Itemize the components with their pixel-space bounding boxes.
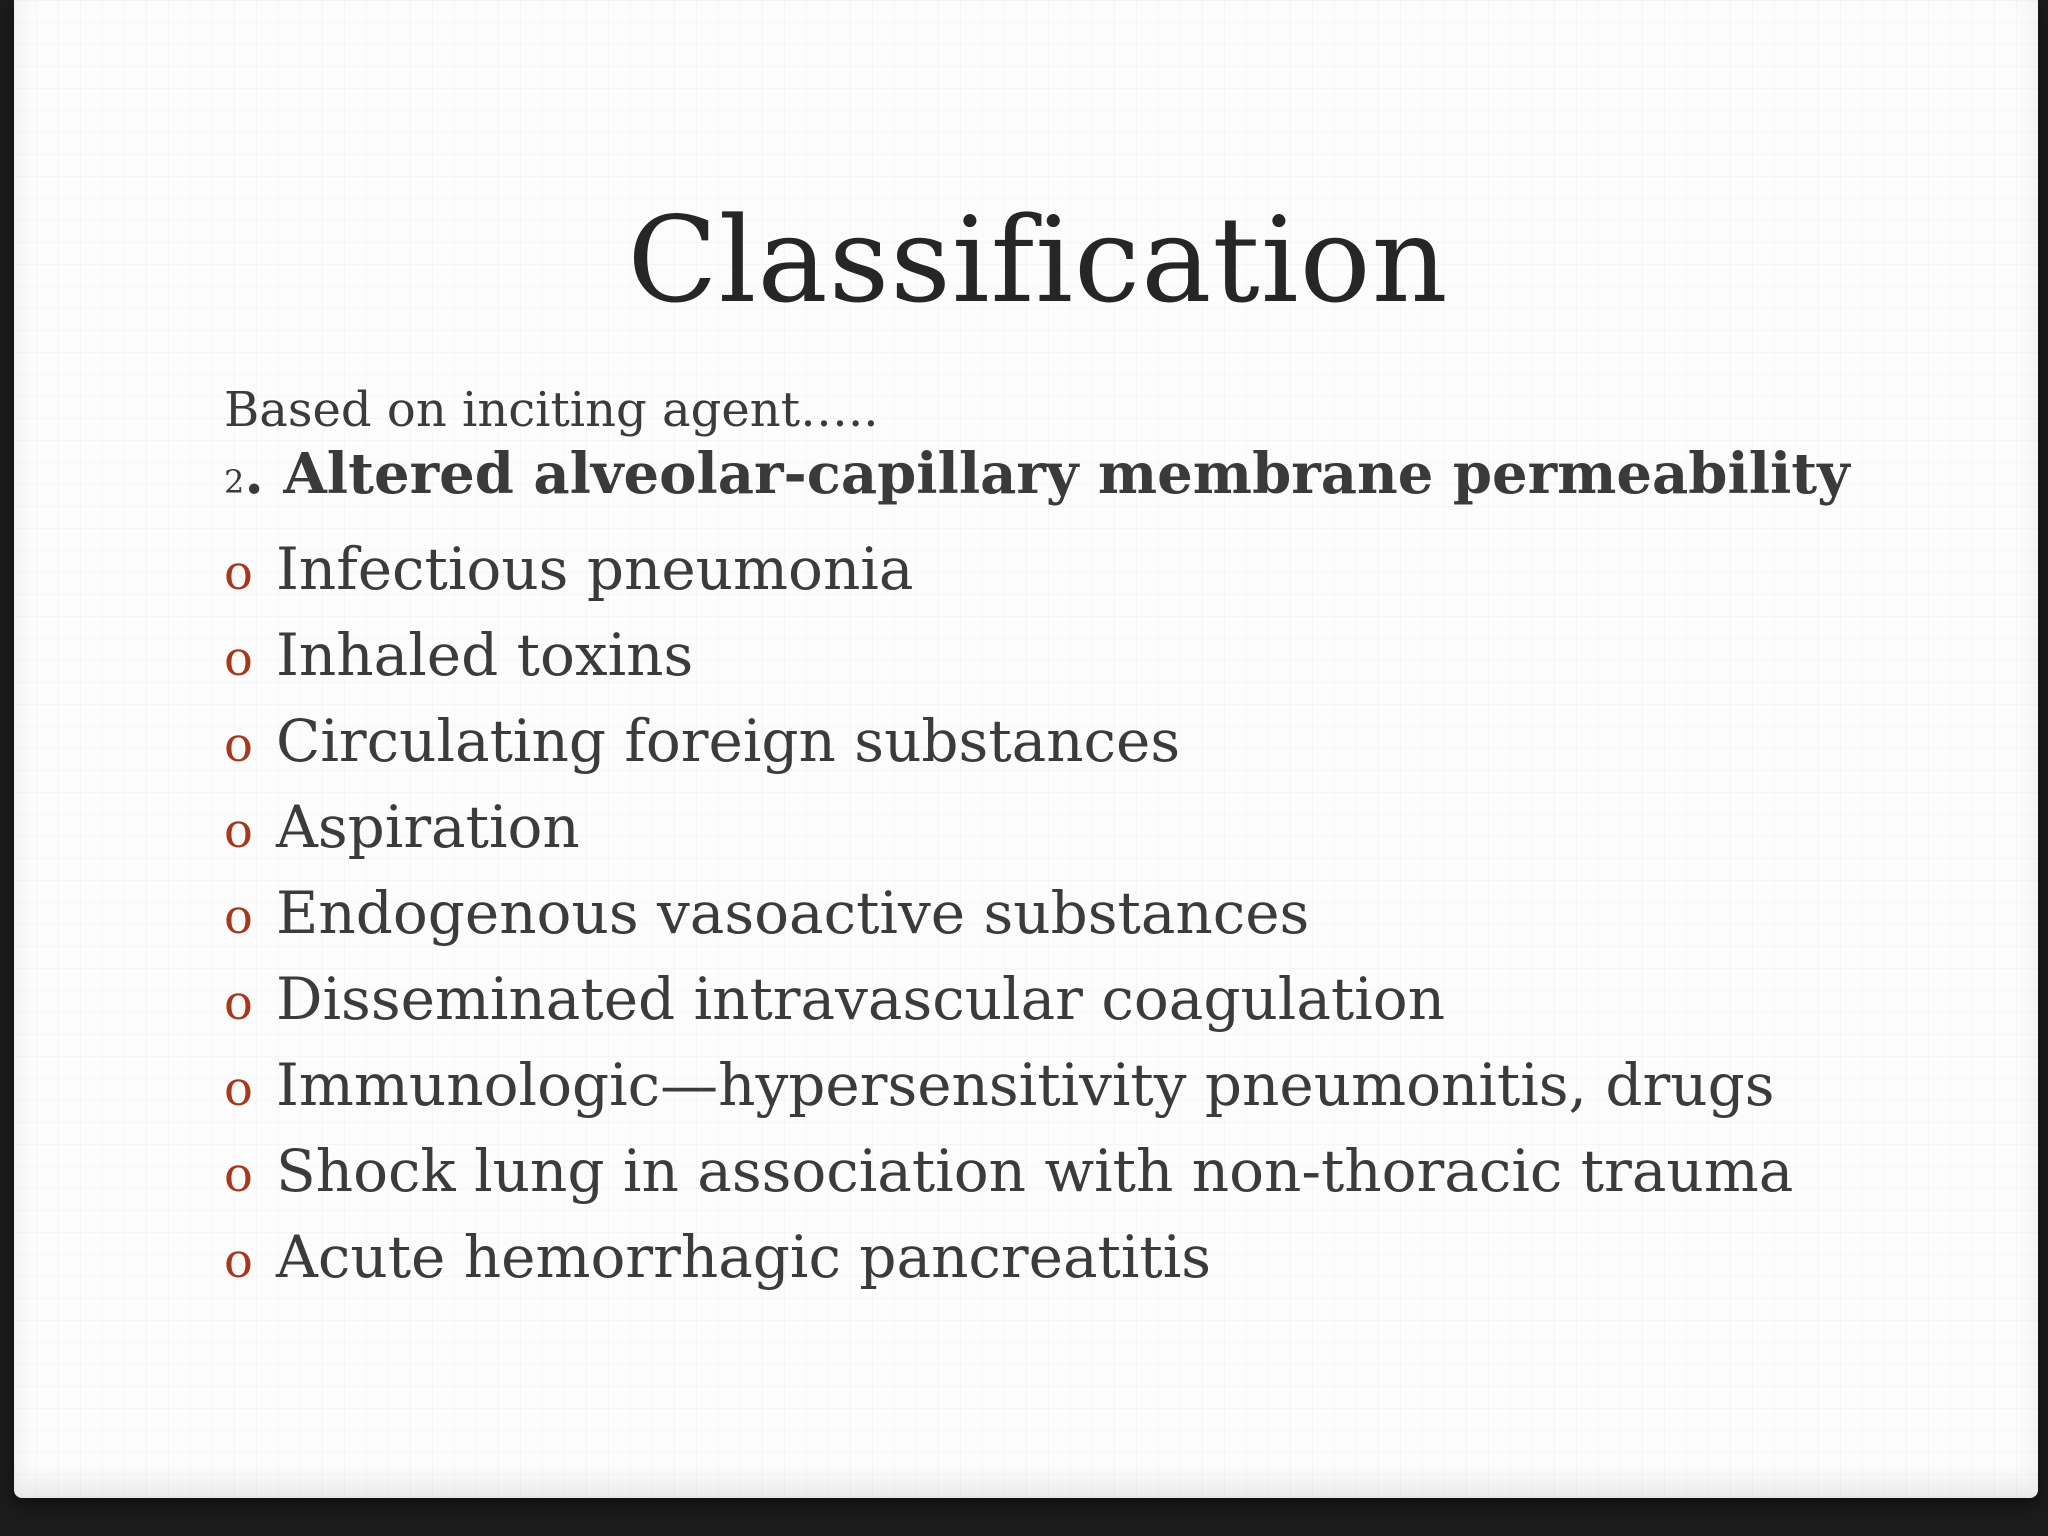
subheading-separator: .: [244, 441, 264, 507]
list-item-text: Aspiration: [276, 793, 580, 861]
list-item-text: Circulating foreign substances: [276, 707, 1181, 775]
list-item-text: Acute hemorrhagic pancreatitis: [276, 1223, 1212, 1291]
list-item: [224, 1216, 1864, 1302]
slide-content: [224, 378, 1864, 1302]
bullet-icon: o: [224, 631, 253, 687]
subheading-text: Altered alveolar-capillary membrane permeability: [263, 441, 1850, 507]
list-item: [224, 614, 1864, 700]
list-item: [224, 872, 1864, 958]
list-item-text: Infectious pneumonia: [276, 535, 914, 603]
cause-list: [224, 528, 1864, 1302]
intro-text: Based on inciting agent…..: [224, 382, 879, 438]
bullet-icon: o: [224, 803, 253, 859]
list-item: [224, 786, 1864, 872]
list-item: [224, 1130, 1864, 1216]
subheading: [224, 442, 1864, 514]
list-item: [224, 1044, 1864, 1130]
list-item-text: Disseminated intravascular coagulation: [276, 965, 1446, 1033]
subheading-number: 2: [224, 463, 245, 501]
bullet-icon: o: [224, 545, 253, 601]
bullet-icon: o: [224, 975, 253, 1031]
list-item: [224, 700, 1864, 786]
bullet-icon: o: [224, 1233, 253, 1289]
list-item-text: Shock lung in association with non-thoracic trauma: [276, 1137, 1794, 1205]
list-item-text: Inhaled toxins: [276, 621, 694, 689]
list-item: [224, 528, 1864, 614]
list-item: [224, 958, 1864, 1044]
bullet-icon: o: [224, 889, 253, 945]
bullet-icon: o: [224, 1061, 253, 1117]
bullet-icon: o: [224, 1147, 253, 1203]
bullet-icon: o: [224, 717, 253, 773]
slide-title: Classification: [627, 191, 1449, 329]
list-item-text: Immunologic—hypersensitivity pneumonitis, drugs: [276, 1051, 1775, 1119]
slide-page: [14, 0, 2038, 1498]
list-item-text: Endogenous vasoactive substances: [276, 879, 1310, 947]
